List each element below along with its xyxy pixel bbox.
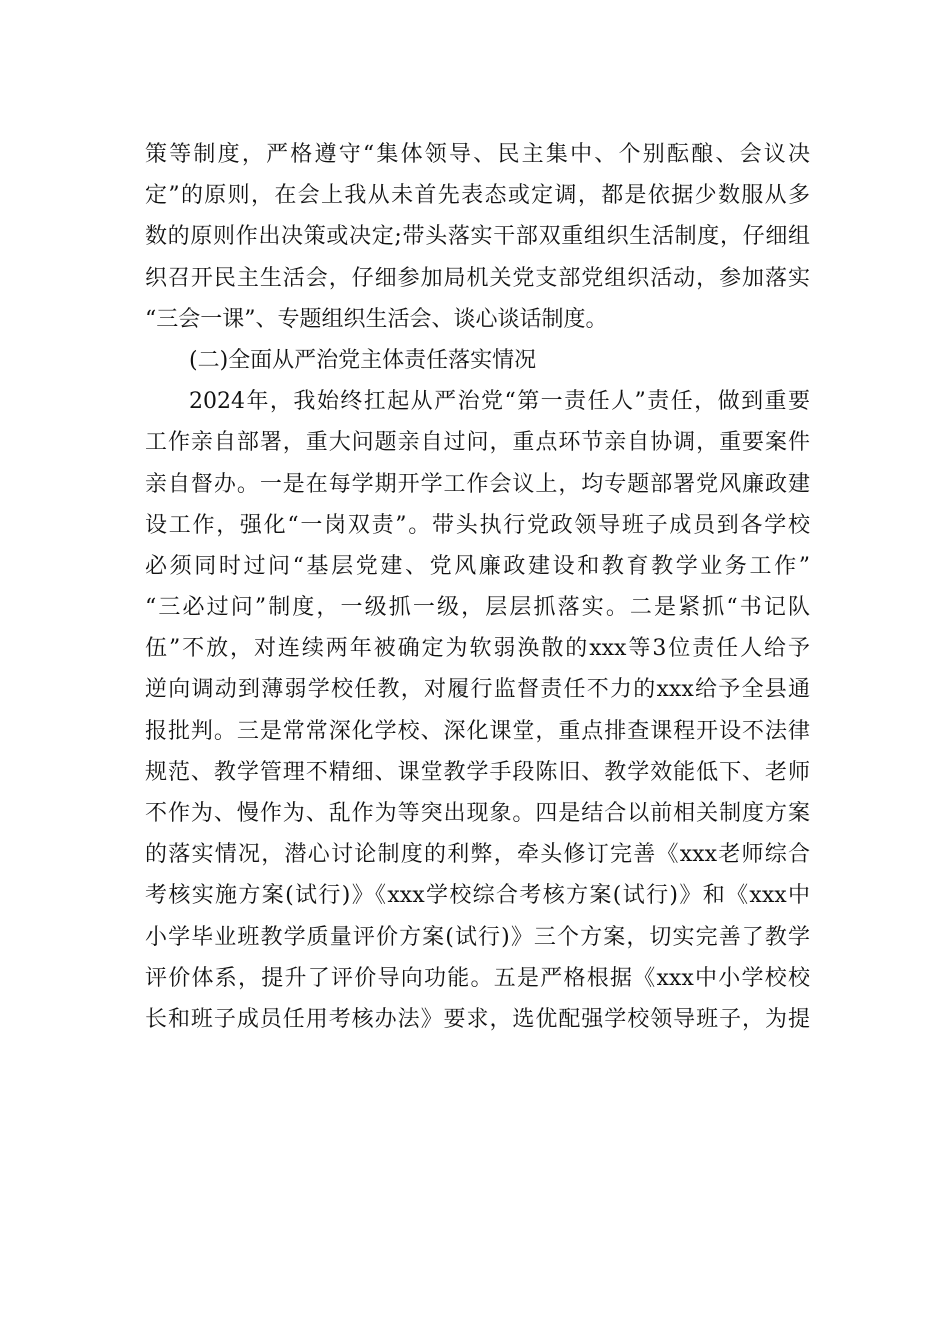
text-line: 策等制度，严格遵守“集体领导、民主集中、个别酝酿、会议决	[145, 142, 810, 167]
text-line: 报批判。三是常常深化学校、深化课堂，重点排查课程开设不法律	[145, 718, 810, 744]
text-line: 考核实施方案(试行)》《xxx学校综合考核方案(试行)》和《xxx中	[145, 883, 810, 909]
text-line: “三必过问”制度，一级抓一级，层层抓落实。二是紧抓“书记队	[145, 595, 810, 621]
text-line: 2024年，我始终扛起从严治党“第一责任人”责任，做到重要	[189, 389, 810, 415]
text-line: 长和班子成员任用考核办法》要求，选优配强学校领导班子，为提	[145, 1006, 810, 1032]
text-line: 的落实情况，潜心讨论制度的利弊，牵头修订完善《xxx老师综合	[145, 842, 810, 868]
text-line: 逆向调动到薄弱学校任教，对履行监督责任不力的xxx给予全县通	[145, 677, 810, 703]
text-line: 必须同时过问“基层党建、党风廉政建设和教育教学业务工作”	[145, 553, 810, 579]
text-line: 规范、教学管理不精细、课堂教学手段陈旧、教学效能低下、老师	[145, 759, 810, 785]
text-line: 评价体系，提升了评价导向功能。五是严格根据《xxx中小学校校	[145, 965, 810, 991]
text-line: 数的原则作出决策或决定;带头落实干部双重组织生活制度，仔细组	[145, 224, 810, 250]
text-line: “三会一课”、专题组织生活会、谈心谈话制度。	[145, 306, 608, 332]
text-line: (二)全面从严治党主体责任落实情况	[189, 347, 537, 373]
text-line: 定”的原则，在会上我从未首先表态或定调，都是依据少数服从多	[145, 183, 810, 209]
text-line: 织召开民主生活会，仔细参加局机关党支部党组织活动，参加落实	[145, 265, 810, 291]
text-line: 不作为、慢作为、乱作为等突出现象。四是结合以前相关制度方案	[145, 801, 810, 826]
body-text	[145, 134, 810, 1040]
text-line: 小学毕业班教学质量评价方案(试行)》三个方案，切实完善了教学	[145, 924, 810, 950]
text-line: 工作亲自部署，重大问题亲自过问，重点环节亲自协调，重要案件	[145, 430, 810, 456]
text-line: 伍”不放，对连续两年被确定为软弱涣散的xxx等3位责任人给予	[145, 636, 810, 662]
text-line: 亲自督办。一是在每学期开学工作会议上，均专题部署党风廉政建	[145, 471, 810, 497]
text-line: 设工作，强化“一岗双责”。带头执行党政领导班子成员到各学校	[145, 512, 810, 538]
